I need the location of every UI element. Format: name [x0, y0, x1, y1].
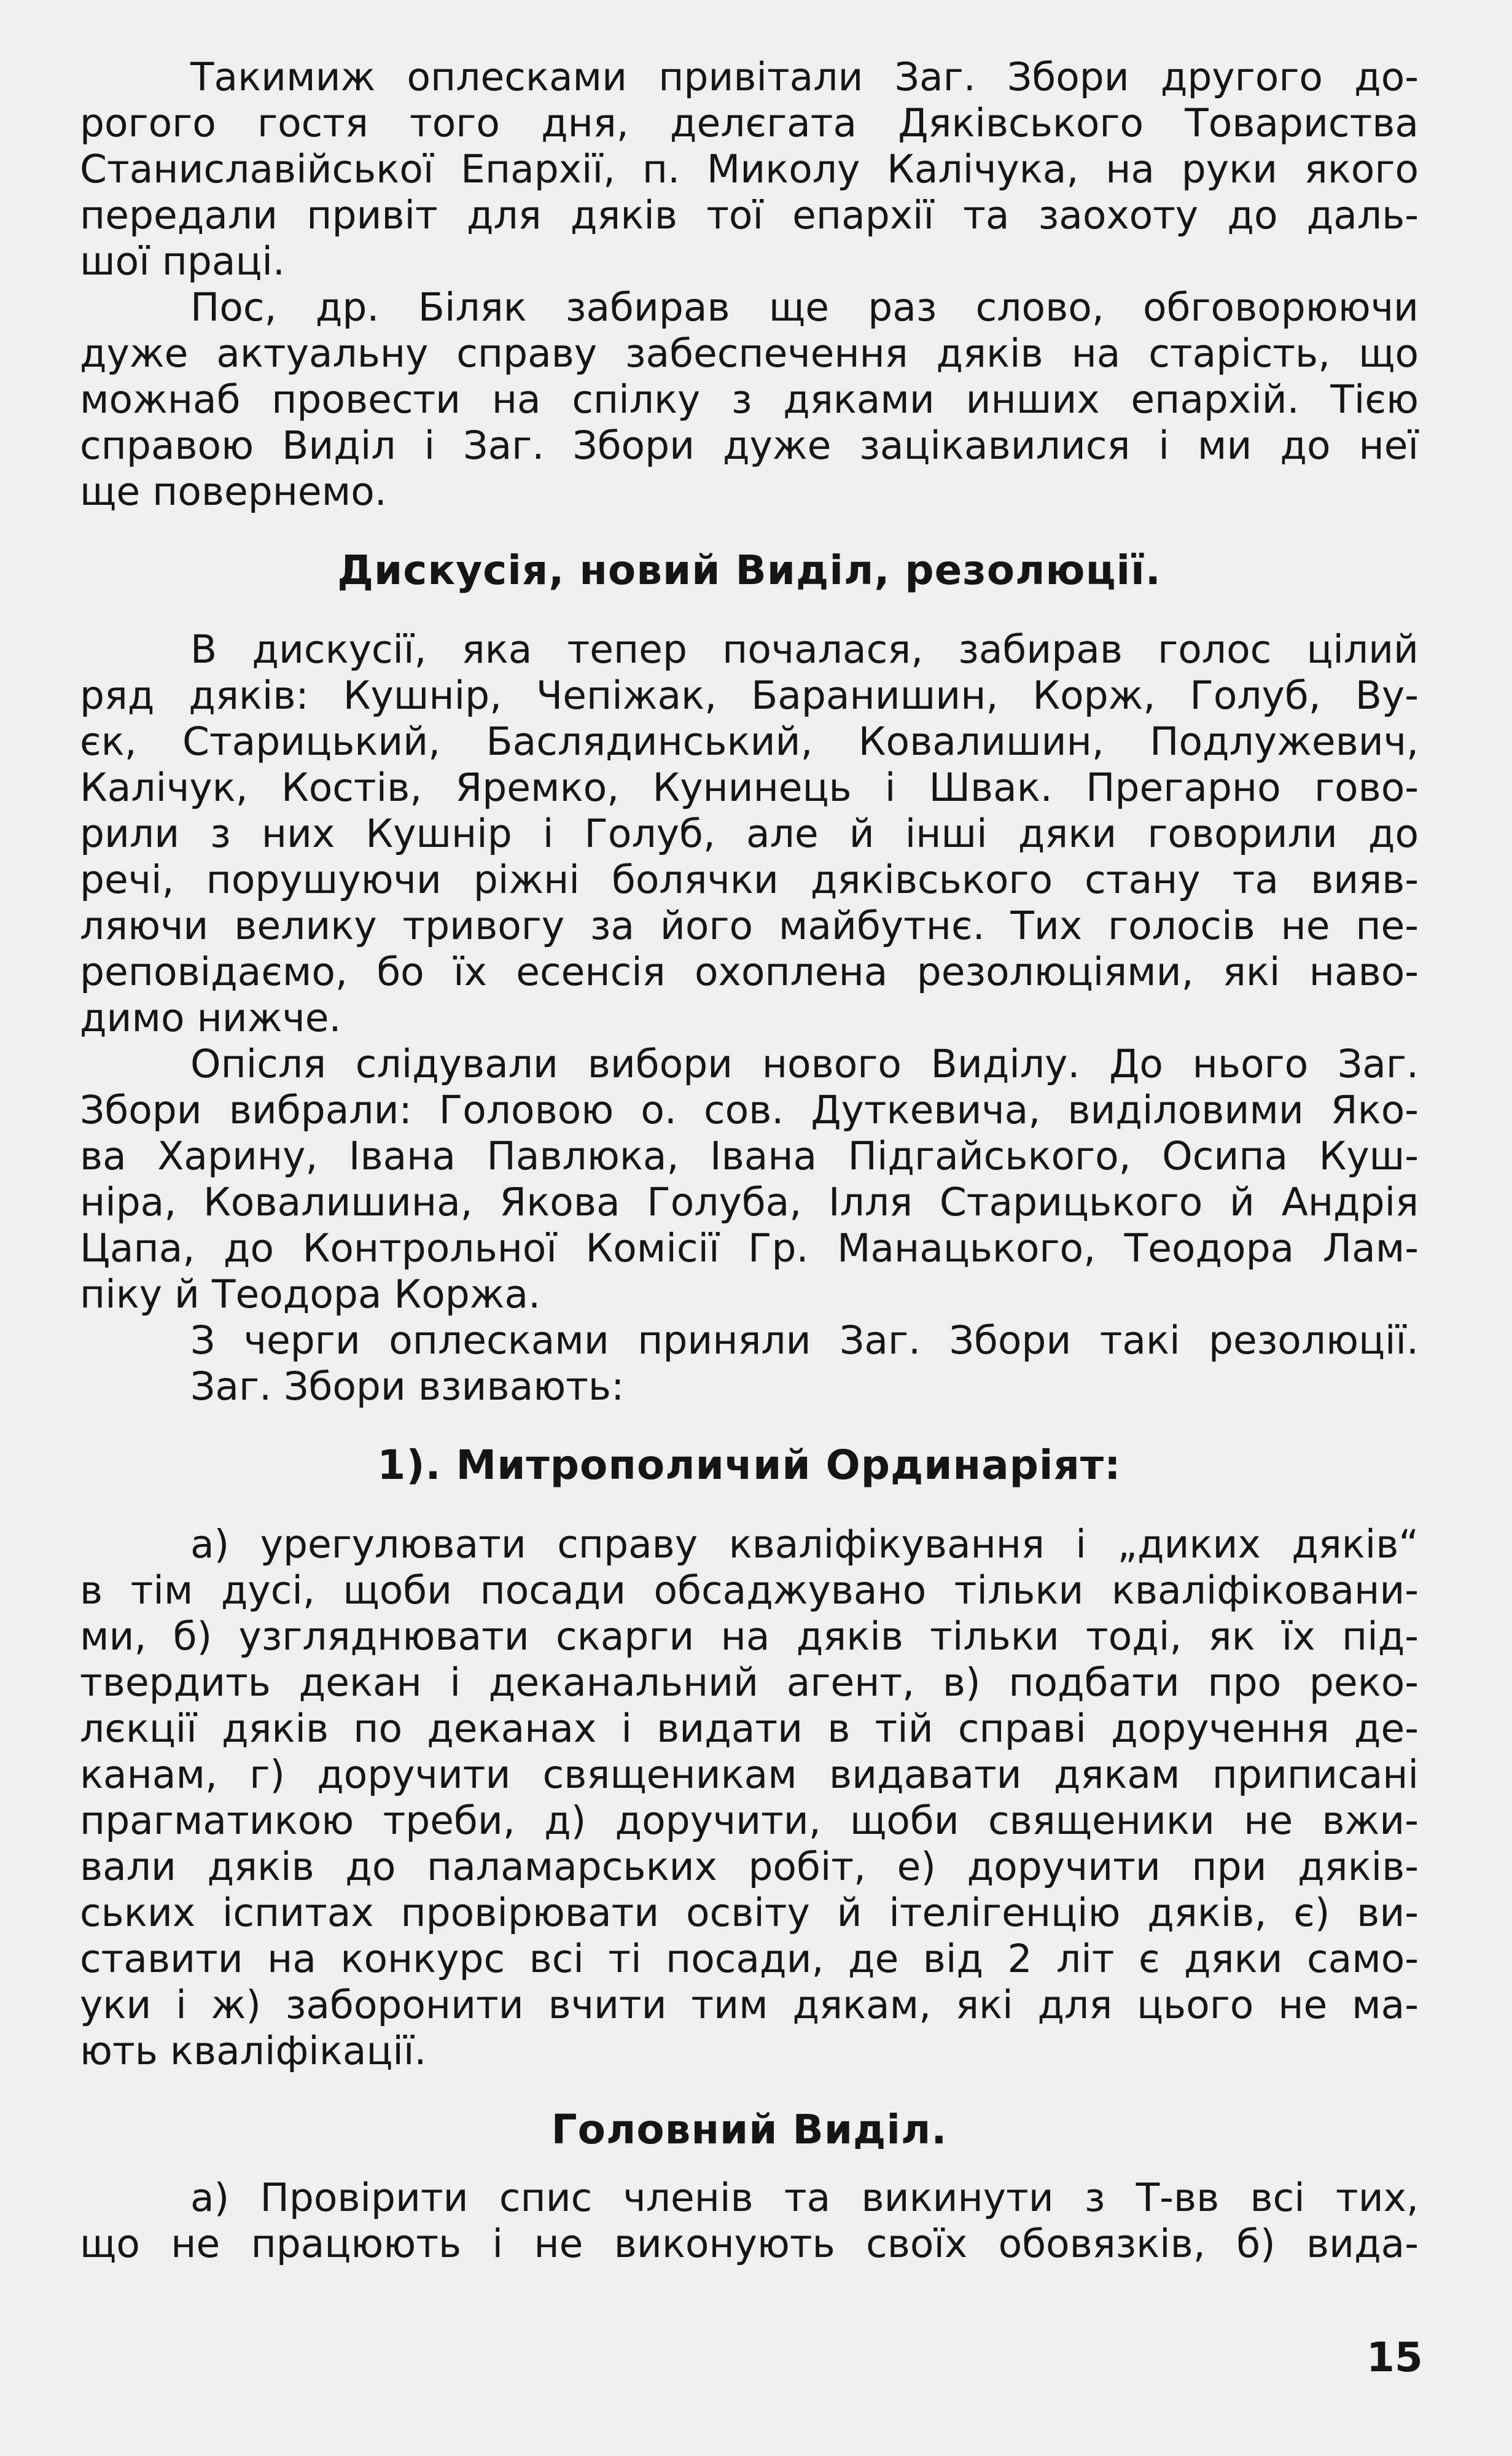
text-line: в тім дусі, щоби посади обсаджувано тільки кваліфіковани-: [80, 1568, 1419, 1613]
text-line: піку й Теодора Коржа.: [80, 1272, 541, 1317]
section-heading-discussion: Дискусія, новий Виділ, резолюції.: [337, 547, 1161, 594]
section-heading-ordinariat: 1). Митрополичий Ординаріят:: [377, 1441, 1121, 1489]
text-line: Опісля слідували вибори нового Виділу. До нього Заг.: [190, 1042, 1419, 1086]
text-column: [80, 54, 1419, 2267]
text-line: твердить декан і деканальний агент, в) подбати про реко-: [80, 1660, 1419, 1705]
text-line: речі, порушуючи ріжні болячки дяківського стану та вияв-: [80, 857, 1419, 902]
text-line: Збори вибрали: Головою о. сов. Дуткевича, виділовими Яко-: [80, 1088, 1419, 1132]
paragraph: [80, 1363, 1419, 1409]
paragraph: [80, 54, 1419, 284]
text-line: що не працюють і не виконують своїх обовязків, б) вида-: [80, 2221, 1419, 2266]
paragraph: [80, 626, 1419, 1041]
text-line: В дискусії, яка тепер почалася, забирав голос цілий: [190, 627, 1419, 672]
text-line: канам, г) доручити священикам видавати дякам приписані: [80, 1752, 1419, 1797]
text-line: ми, б) узгляднювати скарги на дяків тільки тоді, як їх під-: [80, 1614, 1419, 1659]
text-line: дуже актуальну справу забеспечення дяків на старість, що: [80, 331, 1419, 376]
text-line: димо нижче.: [80, 996, 341, 1040]
text-line: передали привіт для дяків тої епархії та заохоту до даль-: [80, 193, 1419, 238]
paragraph: [80, 2175, 1419, 2267]
text-line: ють кваліфікації.: [80, 2029, 427, 2073]
text-line: Калічук, Костів, Яремко, Кунинець і Швак. Прегарно гово-: [80, 765, 1419, 810]
text-line: Цапа, до Контрольної Комісії Гр. Манацького, Теодора Лам-: [80, 1226, 1419, 1271]
text-line: Пос, др. Біляк забирав ще раз слово, обговорюючи: [190, 285, 1419, 330]
text-line: можнаб провести на спілку з дяками инших епархій. Тією: [80, 377, 1419, 422]
text-line: рили з них Кушнір і Голуб, але й інші дяки говорили до: [80, 811, 1419, 856]
text-line: ще повернемо.: [80, 469, 387, 514]
text-line: реповідаємо, бо їх есенсія охоплена резолюціями, які наво-: [80, 949, 1419, 994]
text-line: а) урегулювати справу кваліфікування і „диких дяків“: [190, 1522, 1419, 1567]
section-heading-main-board: Головний Виділ.: [551, 2106, 948, 2153]
paragraph: [80, 284, 1419, 515]
paragraph: [80, 1521, 1419, 2074]
text-line: ніра, Ковалишина, Якова Голуба, Ілля Старицького й Андрія: [80, 1180, 1419, 1225]
page-number: 15: [1366, 2334, 1423, 2381]
text-line: ставити на конкурс всі ті посади, де від 2 літ є дяки само-: [80, 1936, 1419, 1981]
text-line: а) Провірити спис членів та викинути з Т-вв всі тих,: [190, 2175, 1419, 2220]
text-line: лєкції дяків по деканах і видати в тій справі доручення де-: [80, 1706, 1419, 1751]
text-line: Такимиж оплесками привітали Заг. Збори другого до-: [190, 55, 1419, 99]
text-line: вали дяків до паламарських робіт, е) доручити при дяків-: [80, 1844, 1419, 1889]
text-line: рогого гостя того дня, делєгата Дяківського Товариства: [80, 101, 1419, 146]
text-line: уки і ж) заборонити вчити тим дякам, які для цього не ма-: [80, 1982, 1419, 2027]
text-line: ських іспитах провірювати освіту й ітелігенцію дяків, є) ви-: [80, 1890, 1419, 1935]
text-line: ляючи велику тривогу за його майбутнє. Тих голосів не пе-: [80, 903, 1419, 948]
text-line: З черги оплесками приняли Заг. Збори такі резолюції.: [190, 1318, 1419, 1363]
text-line: прагматикою треби, д) доручити, щоби священики не вжи-: [80, 1798, 1419, 1843]
text-line: єк, Старицький, Баслядинський, Ковалишин, Подлужевич,: [80, 719, 1419, 764]
text-line: справою Виділ і Заг. Збори дуже зацікавилися і ми до неї: [80, 423, 1419, 468]
text-line: Заг. Збори взивають:: [190, 1364, 625, 1409]
paragraph: [80, 1041, 1419, 1317]
text-line: ряд дяків: Кушнір, Чепіжак, Баранишин, Корж, Голуб, Ву-: [80, 673, 1419, 718]
text-line: Станиславійської Епархії, п. Миколу Калічука, на руки якого: [80, 147, 1419, 192]
paragraph: [80, 1317, 1419, 1363]
text-line: шої праці.: [80, 239, 285, 284]
text-line: ва Харину, Івана Павлюка, Івана Підгайського, Осипа Куш-: [80, 1134, 1419, 1179]
